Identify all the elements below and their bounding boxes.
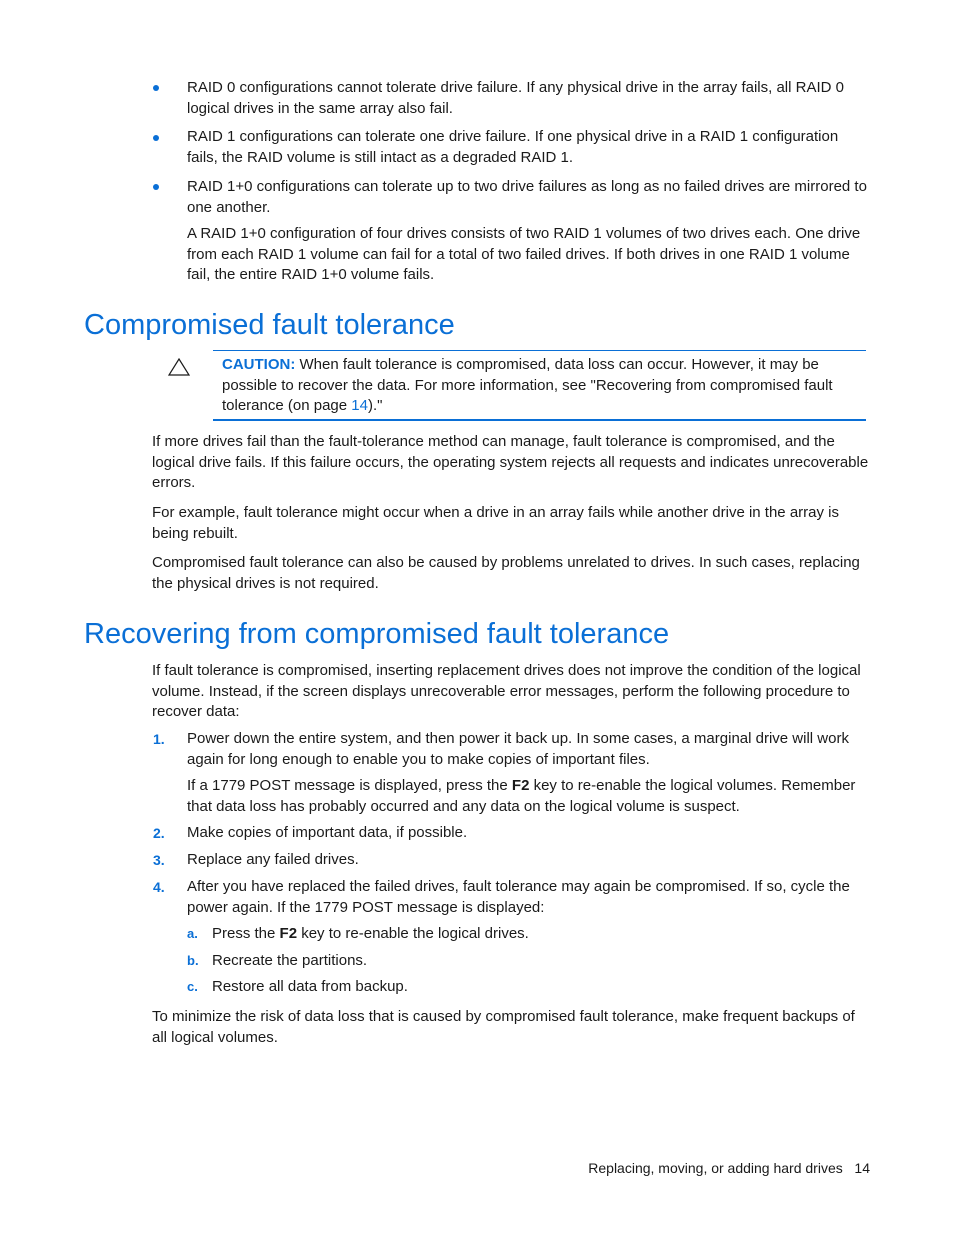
substep-text-part: key to re-enable the logical drives. [297,925,529,942]
bullet-dot [153,184,159,190]
key-f2: F2 [511,777,530,794]
warning-triangle-icon [168,358,190,376]
section-heading-recovering: Recovering from compromised fault tolerance [84,618,670,650]
page-number: 14 [854,1160,870,1176]
bullet-raid0: RAID 0 configurations cannot tolerate drive failure. If any physical drive in the array fails, all RAID 0 logical drives in the same array also fail. [187,79,844,117]
bullet-raid10-continuation: A RAID 1+0 configuration of four drives consists of two RAID 1 volumes of two drives each. One drive from each RAID 1 volume can fail for a total of two failed drives. If both drives in one RAID 1 volume fail, the entire RAID 1+0 volume fails. [187,225,861,283]
caution-label: CAUTION: [222,356,296,373]
substep-letter: b. [187,953,199,968]
paragraph-intro: If fault tolerance is compromised, inserting replacement drives does not improve the condition of the logical volume. Instead, if the screen displays unrecoverable error messages, perform the following procedure to recover data: [152,662,861,720]
substep-text: Recreate the partitions. [212,952,368,969]
footer-title: Replacing, moving, or adding hard drives [588,1160,843,1176]
step-note-text: If a 1779 POST message is displayed, press the [187,777,512,794]
step-text: Make copies of important data, if possible. [187,824,468,841]
substep-text [212,924,872,945]
step-number: 1. [153,731,165,747]
paragraph: Compromised fault tolerance can also be caused by problems unrelated to drives. In such cases, replacing the physical drives is not required. [152,554,860,592]
substep-text-part: Press the [212,925,280,942]
bullet-raid1: RAID 1 configurations can tolerate one drive failure. If one physical drive in a RAID 1 configuration fails, the RAID volume is still intact as a degraded RAID 1. [187,128,839,166]
caution-body-end: )." [367,397,383,414]
caution-box [213,350,866,421]
step-number: 4. [153,879,165,895]
page-footer [588,1158,870,1179]
substep-letter: a. [187,926,198,941]
step-number: 2. [153,825,165,841]
step-text: After you have replaced the failed drives, fault tolerance may again be compromised. If so, cycle the power again. If the 1779 POST message is displayed: [187,878,850,916]
step-number: 3. [153,852,165,868]
substep-text: Restore all data from backup. [212,978,408,995]
bullet-dot [153,85,159,91]
paragraph: If more drives fail than the fault-tolerance method can manage, fault tolerance is compromised, and the logical drive fails. If this failure occurs, the operating system rejects all requests and indicates unrecoverable errors. [152,433,869,491]
step-text: Replace any failed drives. [187,851,359,868]
paragraph: For example, fault tolerance might occur when a drive in an array fails while another drive in the array is being rebuilt. [152,504,839,542]
section-heading-compromised: Compromised fault tolerance [84,309,455,341]
page-link[interactable]: 14 [351,397,368,414]
key-f2: F2 [279,925,298,942]
substep-letter: c. [187,979,198,994]
step-note-text: key to re-enable the logical volumes. Remember that data loss has probably occurred and any data on the logical volume is suspect. [187,777,856,815]
caution-body: When fault tolerance is compromised, data loss can occur. However, it may be possible to recover the data. For more information, see "Recovering from compromised fault tolerance (on page [222,356,833,414]
step-text: Power down the entire system, and then power it back up. In some cases, a marginal drive will work again for long enough to enable you to make copies of important files. [187,730,849,768]
paragraph-closing: To minimize the risk of data loss that is caused by compromised fault tolerance, make frequent backups of all logical volumes. [152,1008,855,1046]
bullet-dot [153,135,159,141]
bullet-raid10: RAID 1+0 configurations can tolerate up to two drive failures as long as no failed drives are mirrored to one another. [187,178,867,216]
caution-text [222,355,857,417]
step-note [187,776,872,817]
